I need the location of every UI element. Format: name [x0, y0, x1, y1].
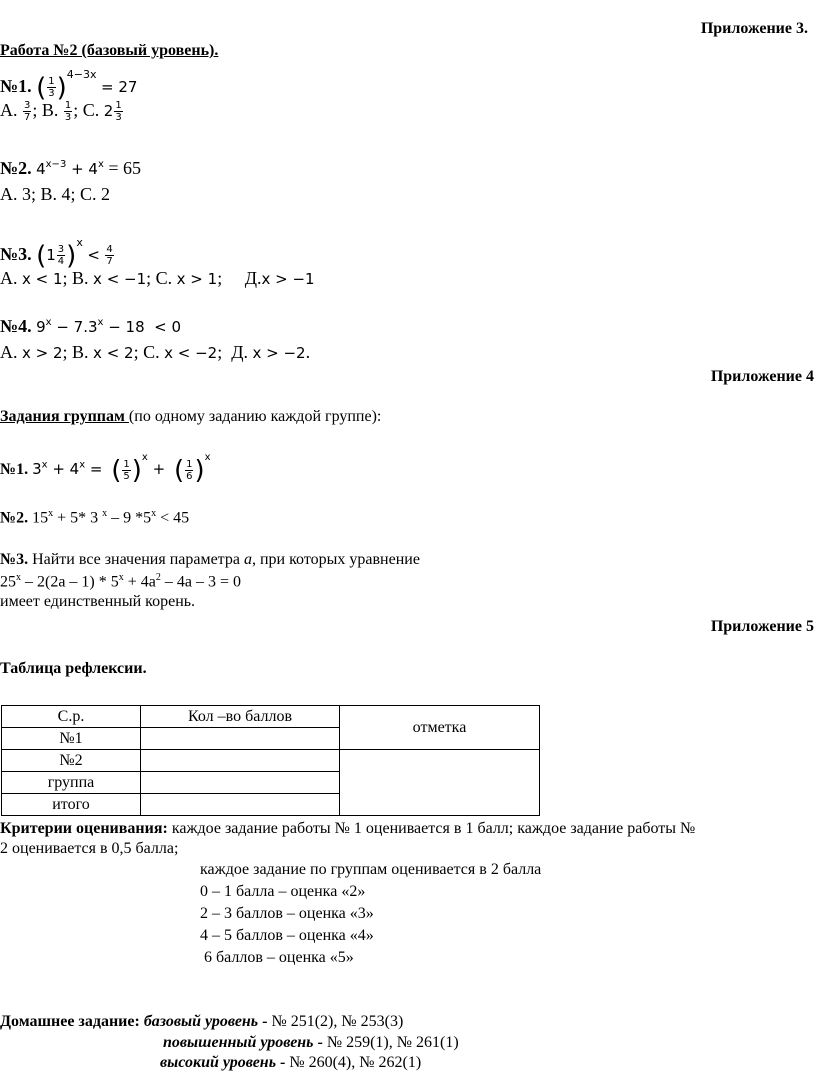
criteria-grade-4: 4 – 5 баллов – оценка «4»	[200, 927, 374, 944]
group-task-2: №2. $15^x + 5*$ 3 $^x$ – 9 $*5^x < 45$	[0, 508, 190, 527]
reflection-table-title: Таблица рефлексии.	[0, 660, 147, 677]
row-points-cell	[141, 794, 340, 816]
row-label: итого	[2, 794, 141, 816]
task-1-exponent: 4−3x	[66, 68, 97, 81]
criteria-line-2: 2 оценивается в 0,5 балла;	[0, 840, 179, 857]
task-3-line: №3. (1 $\frac{3}{4}$ )$^x$ < $\frac{4}{7}$	[0, 236, 113, 271]
row-points-cell	[141, 772, 340, 794]
row-label: №2	[2, 750, 141, 772]
task-2-answers: А. 3; В. 4; С. 2	[0, 184, 111, 204]
header-sr: С.р.	[2, 706, 141, 728]
group-task-3-equation: $25^x - 2(2a - 1) * 5^x + 4a^2 - 4a - 3 = 0$	[0, 572, 242, 591]
task-4-number: №4.	[0, 316, 32, 336]
task-1-answers: А. $\frac{3}{7}$ ; В. $\frac{1}{3}$ ; С. 2 $\frac{1}{3}$	[0, 100, 122, 124]
task-4-answers: А. x > 2; В. x < 2; С. x < −2; Д. x > −2.	[0, 342, 311, 362]
criteria-grade-5: 6 баллов – оценка «5»	[200, 949, 354, 966]
appendix-4-heading: Приложение 4	[710, 368, 814, 385]
header-points: Кол –во баллов	[141, 706, 340, 728]
row-points-cell	[141, 750, 340, 772]
homework-advanced: повышенный уровень - № 259(1), № 261(1)	[163, 1034, 459, 1051]
criteria-line-1: Критерии оценивания: каждое задание работы № 1 оценивается в 1 балл; каждое задание работы №	[0, 820, 696, 837]
row-points-cell	[141, 728, 340, 750]
group-task-1: №1. $3^x + 4^x$ = ( $\frac{1}{5}$ )$^x$ + ( $\frac{1}{6}$ )$^x$	[0, 452, 211, 486]
task-1-rhs: = 27	[101, 78, 138, 96]
group-task-3-end: имеет единственный корень.	[0, 593, 196, 610]
task-2-line: №2. $4^{x-3} + 4^x = 65$	[0, 158, 142, 178]
appendix-5-heading: Приложение 5	[710, 618, 814, 635]
group-task-3: №3. Найти все значения параметра а, при которых уравнение	[0, 551, 420, 568]
row-label: группа	[2, 772, 141, 794]
task-1-number: №1.	[0, 76, 32, 96]
task-1-base-fraction: $\frac{1}{3}$	[48, 76, 55, 100]
appendix-3-heading: Приложение 3.	[700, 20, 808, 37]
header-grade: отметка	[340, 706, 540, 750]
reflection-table	[1, 705, 540, 816]
task-1-line: №1. ( $\frac{1}{3}$ )$^{4-3x}$ = 27	[0, 68, 138, 103]
work-2-title: Работа №2 (базовый уровень).	[0, 42, 219, 59]
task-3-answers: А. x < 1; В. x < −1; С. x > 1; Д.x > −1	[0, 268, 315, 288]
criteria-grade-3: 2 – 3 баллов – оценка «3»	[200, 905, 374, 922]
homework-basic: Домашнее задание: базовый уровень - № 251(2), № 253(3)	[0, 1013, 404, 1030]
row-label: №1	[2, 728, 141, 750]
group-tasks-title: Задания группам (по одному заданию каждой группе):	[0, 408, 382, 425]
homework-high: высокий уровень - № 260(4), № 262(1)	[160, 1054, 422, 1071]
task-4-line: №4. $9^x - 7.3^x - 18 < 0$	[0, 316, 182, 336]
criteria-group-rule: каждое задание по группам оценивается в 2 балла	[200, 861, 542, 878]
task-2-number: №2.	[0, 158, 32, 178]
grade-cell	[340, 750, 540, 816]
criteria-grade-2: 0 – 1 балла – оценка «2»	[200, 883, 366, 900]
task-3-number: №3.	[0, 244, 32, 264]
